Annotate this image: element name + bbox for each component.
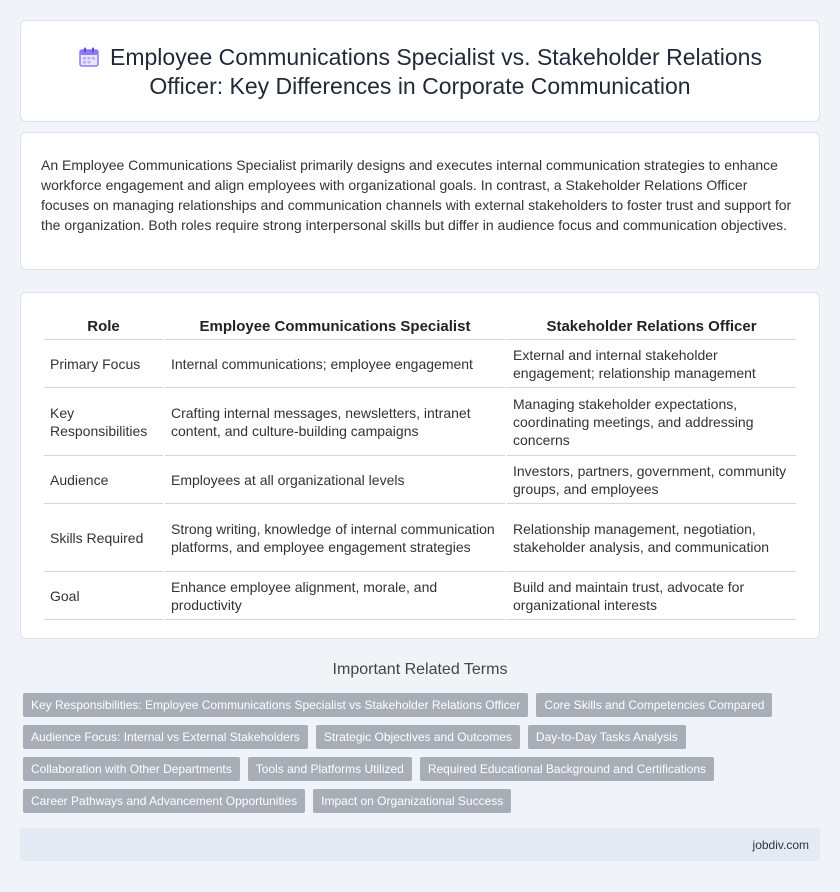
related-term-tag[interactable]: Career Pathways and Advancement Opportunities [23, 789, 305, 813]
page-title [21, 43, 819, 101]
row-label: Goal [44, 572, 163, 620]
related-term-tag[interactable]: Strategic Objectives and Outcomes [316, 725, 520, 749]
table-header-row [44, 314, 796, 340]
related-term-tag[interactable]: Core Skills and Competencies Compared [536, 693, 772, 717]
intro-paragraph: An Employee Communications Specialist primarily designs and executes internal communication strategies to enhance workforce engagement and align employees with organizational goals. In contrast, a Stakeholder Relations Officer focuses on managing relationships and communication channels with external stakeholders to foster trust and support for the organization. Both roles require strong interpersonal skills but differ in audience focus and communication objectives. [41, 157, 792, 233]
footer [20, 828, 820, 861]
table-cell: Employees at all organizational levels [165, 456, 505, 504]
table-cell: Investors, partners, government, community groups, and employees [507, 456, 796, 504]
row-label: Key Responsibilities [44, 388, 163, 456]
row-label: Audience [44, 456, 163, 504]
related-terms-list [23, 693, 783, 813]
table-cell: External and internal stakeholder engagement; relationship management [507, 340, 796, 388]
table-row [44, 572, 796, 620]
row-label: Primary Focus [44, 340, 163, 388]
table-row [44, 340, 796, 388]
table-cell: Crafting internal messages, newsletters, intranet content, and culture-building campaigns [165, 388, 505, 456]
comparison-table-card [20, 292, 820, 639]
table-cell: Internal communications; employee engagement [165, 340, 505, 388]
header-card [20, 20, 820, 122]
page-title-text: Employee Communications Specialist vs. Stakeholder Relations Officer: Key Differences in Corporate Communication [110, 44, 762, 99]
table-cell: Build and maintain trust, advocate for organizational interests [507, 572, 796, 620]
table-cell: Enhance employee alignment, morale, and productivity [165, 572, 505, 620]
table-cell: Strong writing, knowledge of internal communication platforms, and employee engagement strategies [165, 504, 505, 572]
related-term-tag[interactable]: Audience Focus: Internal vs External Stakeholders [23, 725, 308, 749]
related-term-tag[interactable]: Tools and Platforms Utilized [248, 757, 412, 781]
table-cell: Managing stakeholder expectations, coordinating meetings, and addressing concerns [507, 388, 796, 456]
column-header-stakeholder-relations-officer: Stakeholder Relations Officer [507, 314, 796, 340]
related-term-tag[interactable]: Required Educational Background and Certifications [420, 757, 714, 781]
column-header-role: Role [44, 314, 163, 340]
table-row [44, 388, 796, 456]
row-label: Skills Required [44, 504, 163, 572]
related-term-tag[interactable]: Impact on Organizational Success [313, 789, 511, 813]
related-terms-heading: Important Related Terms [332, 661, 508, 678]
column-header-employee-communications-specialist: Employee Communications Specialist [165, 314, 505, 340]
intro-card [20, 132, 820, 270]
table-row [44, 456, 796, 504]
related-term-tag[interactable]: Collaboration with Other Departments [23, 757, 240, 781]
related-term-tag[interactable]: Key Responsibilities: Employee Communications Specialist vs Stakeholder Relations Officer [23, 693, 528, 717]
related-term-tag[interactable]: Day-to-Day Tasks Analysis [528, 725, 686, 749]
table-cell: Relationship management, negotiation, stakeholder analysis, and communication [507, 504, 796, 572]
footer-site-link[interactable]: jobdiv.com [752, 838, 809, 852]
table-row [44, 504, 796, 572]
comparison-table [42, 314, 798, 620]
calendar-icon [78, 46, 100, 68]
